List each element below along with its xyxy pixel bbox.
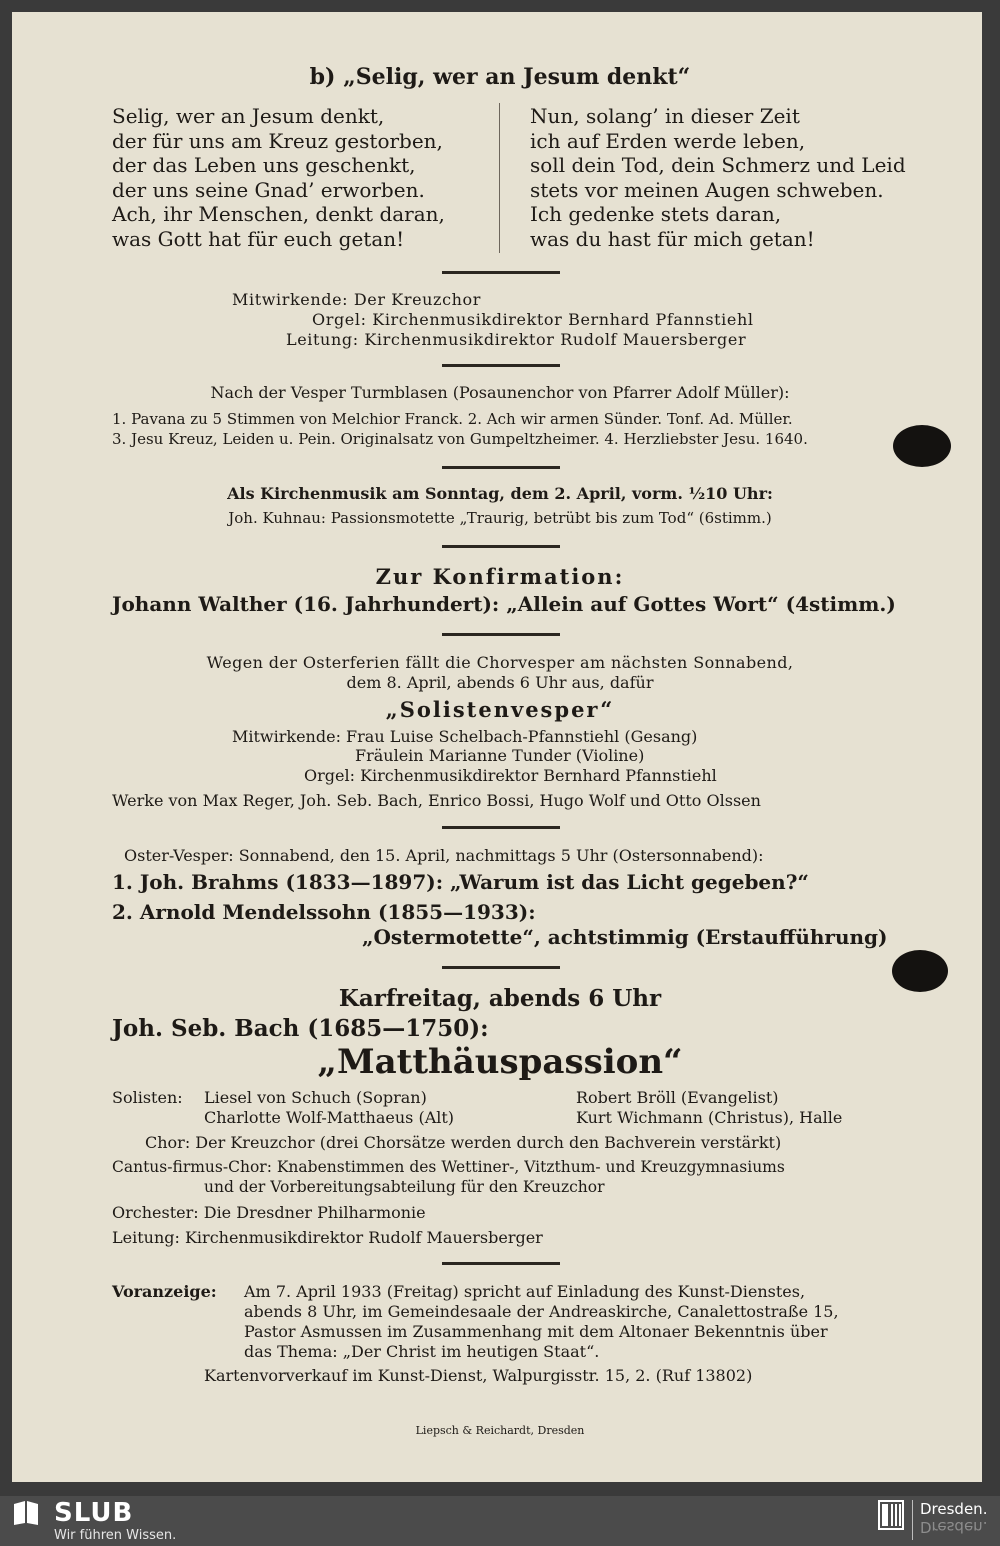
sunday-motet: Joh. Kuhnau: Passionsmotette „Traurig, betrübt bis zum Tod“ (6stimm.) [228, 509, 772, 527]
verse-line: was Gott hat für euch getan! [112, 226, 405, 251]
confirmation-work: Johann Walther (16. Jahrhundert): „Allein auf Gottes Wort“ (4stimm.) [112, 592, 896, 616]
slub-book-icon [12, 1500, 40, 1526]
divider-rule [442, 545, 560, 548]
verse-divider [499, 103, 500, 253]
confirmation-heading: Zur Konfirmation: [375, 564, 625, 589]
printer-imprint: Liepsch & Reichardt, Dresden [415, 1424, 585, 1437]
verse-line: soll dein Tod, dein Schmerz und Leid [530, 153, 906, 177]
soloist-christus: Kurt Wichmann (Christus), Halle [576, 1108, 843, 1127]
vesper-title: „Solistenvesper“ [385, 697, 615, 722]
verse-line: ich auf Erden werde leben, [530, 128, 806, 153]
goodfriday-orchestra: Orchester: Die Dresdner Philharmonie [112, 1203, 426, 1222]
vesper-performer-2: Fräulein Marianne Tunder (Violine) [355, 746, 645, 765]
soloists-label: Solisten: [112, 1088, 183, 1107]
verse-line: Ich gedenke stets daran, [530, 202, 782, 226]
footer-separator [912, 1500, 913, 1540]
performers-conductor: Leitung: Kirchenmusikdirektor Rudolf Mauersberger [286, 330, 747, 349]
tower-pieces-1: 1. Pavana zu 5 Stimmen von Melchior Franck. 2. Ach wir armen Sünder. Tonf. Ad. Müller. [112, 410, 793, 428]
vesper-notice-2: dem 8. April, abends 6 Uhr aus, dafür [346, 673, 654, 692]
verse-line: der uns seine Gnad’ erworben. [112, 177, 425, 202]
slub-logo-text[interactable]: SLUB [54, 1498, 134, 1528]
hymn-title: b) „Selig, wer an Jesum denkt“ [309, 64, 691, 90]
dresden-logo-text[interactable]: Dresden. [920, 1500, 988, 1518]
vesper-notice-1: Wegen der Osterferien fällt die Chorvesper am nächsten Sonnabend, [206, 653, 794, 672]
verse-line: Selig, wer an Jesum denkt, [112, 104, 385, 128]
easter-item-2-work: „Ostermotette“, achtstimmig (Erstaufführung) [362, 925, 888, 949]
verse-line: Nun, solang’ in dieser Zeit [530, 104, 800, 128]
goodfriday-conductor: Leitung: Kirchenmusikdirektor Rudolf Mauersberger [112, 1228, 543, 1247]
goodfriday-title: „Matthäuspassion“ [317, 1042, 683, 1082]
performers-choir: Mitwirkende: Der Kreuzchor [232, 290, 482, 309]
divider-rule [442, 966, 560, 969]
verse-line: der für uns am Kreuz gestorben, [112, 128, 443, 153]
goodfriday-composer: Joh. Seb. Bach (1685—1750): [112, 1015, 489, 1042]
soloist-evangelist: Robert Bröll (Evangelist) [576, 1088, 779, 1107]
ink-blot [893, 425, 951, 467]
vesper-organ: Orgel: Kirchenmusikdirektor Bernhard Pfannstiehl [304, 766, 717, 785]
verse-line: Ach, ihr Menschen, denkt daran, [112, 202, 445, 226]
performers-organ: Orgel: Kirchenmusikdirektor Bernhard Pfannstiehl [312, 310, 754, 329]
preview-tickets: Kartenvorverkauf im Kunst-Dienst, Walpurgisstr. 15, 2. (Ruf 13802) [204, 1366, 753, 1385]
goodfriday-cantus-1: Cantus-firmus-Chor: Knabenstimmen des Wettiner-, Vitzthum- und Kreuzgymnasiums [112, 1158, 785, 1176]
divider-rule [442, 1262, 560, 1265]
hymn-verse-left [112, 104, 445, 251]
verse-line: stets vor meinen Augen schweben. [530, 177, 884, 202]
tower-heading: Nach der Vesper Turmblasen (Posaunenchor von Pfarrer Adolf Müller): [210, 383, 790, 402]
verse-line: der das Leben uns geschenkt, [112, 153, 416, 177]
divider-rule [442, 364, 560, 367]
easter-item-1: 1. Joh. Brahms (1833—1897): „Warum ist das Licht gegeben?“ [112, 870, 809, 894]
preview-line-3: Pastor Asmussen im Zusammenhang mit dem Altonaer Bekenntnis über [244, 1322, 828, 1341]
divider-rule [442, 826, 560, 829]
preview-label: Voranzeige: [112, 1282, 217, 1301]
preview-line-2: abends 8 Uhr, im Gemeindesaale der Andreaskirche, Canalettostraße 15, [244, 1302, 839, 1321]
divider-rule [442, 466, 560, 469]
divider-rule [442, 633, 560, 636]
verse-line: was du hast für mich getan! [530, 226, 815, 251]
hymn-verse-right [530, 104, 906, 251]
soloist-soprano: Liesel von Schuch (Sopran) [204, 1088, 427, 1107]
goodfriday-cantus-2: und der Vorbereitungsabteilung für den Kreuzchor [204, 1178, 605, 1196]
soloist-alto: Charlotte Wolf-Matthaeus (Alt) [204, 1108, 455, 1127]
tower-pieces-2: 3. Jesu Kreuz, Leiden u. Pein. Originalsatz von Gumpeltzheimer. 4. Herzliebster Jesu. 1640. [112, 430, 808, 448]
preview-line-4: das Thema: „Der Christ im heutigen Staat“. [244, 1342, 600, 1361]
slub-tagline: Wir führen Wissen. [54, 1528, 177, 1543]
goodfriday-choir: Chor: Der Kreuzchor (drei Chorsätze werden durch den Bachverein verstärkt) [145, 1133, 782, 1152]
vesper-performer-1: Mitwirkende: Frau Luise Schelbach-Pfannstiehl (Gesang) [232, 727, 698, 746]
dresden-crest-icon [878, 1500, 904, 1530]
goodfriday-heading: Karfreitag, abends 6 Uhr [338, 985, 662, 1012]
vesper-works: Werke von Max Reger, Joh. Seb. Bach, Enrico Bossi, Hugo Wolf und Otto Olssen [112, 791, 761, 810]
easter-heading: Oster-Vesper: Sonnabend, den 15. April, nachmittags 5 Uhr (Ostersonnabend): [124, 846, 764, 865]
preview-line-1: Am 7. April 1933 (Freitag) spricht auf Einladung des Kunst-Dienstes, [244, 1282, 806, 1301]
dresden-logo-reflection: Dresden. [920, 1518, 988, 1536]
sunday-heading: Als Kirchenmusik am Sonntag, dem 2. April, vorm. ½10 Uhr: [227, 484, 773, 503]
easter-item-2: 2. Arnold Mendelssohn (1855—1933): [112, 900, 536, 924]
divider-rule [442, 271, 560, 274]
